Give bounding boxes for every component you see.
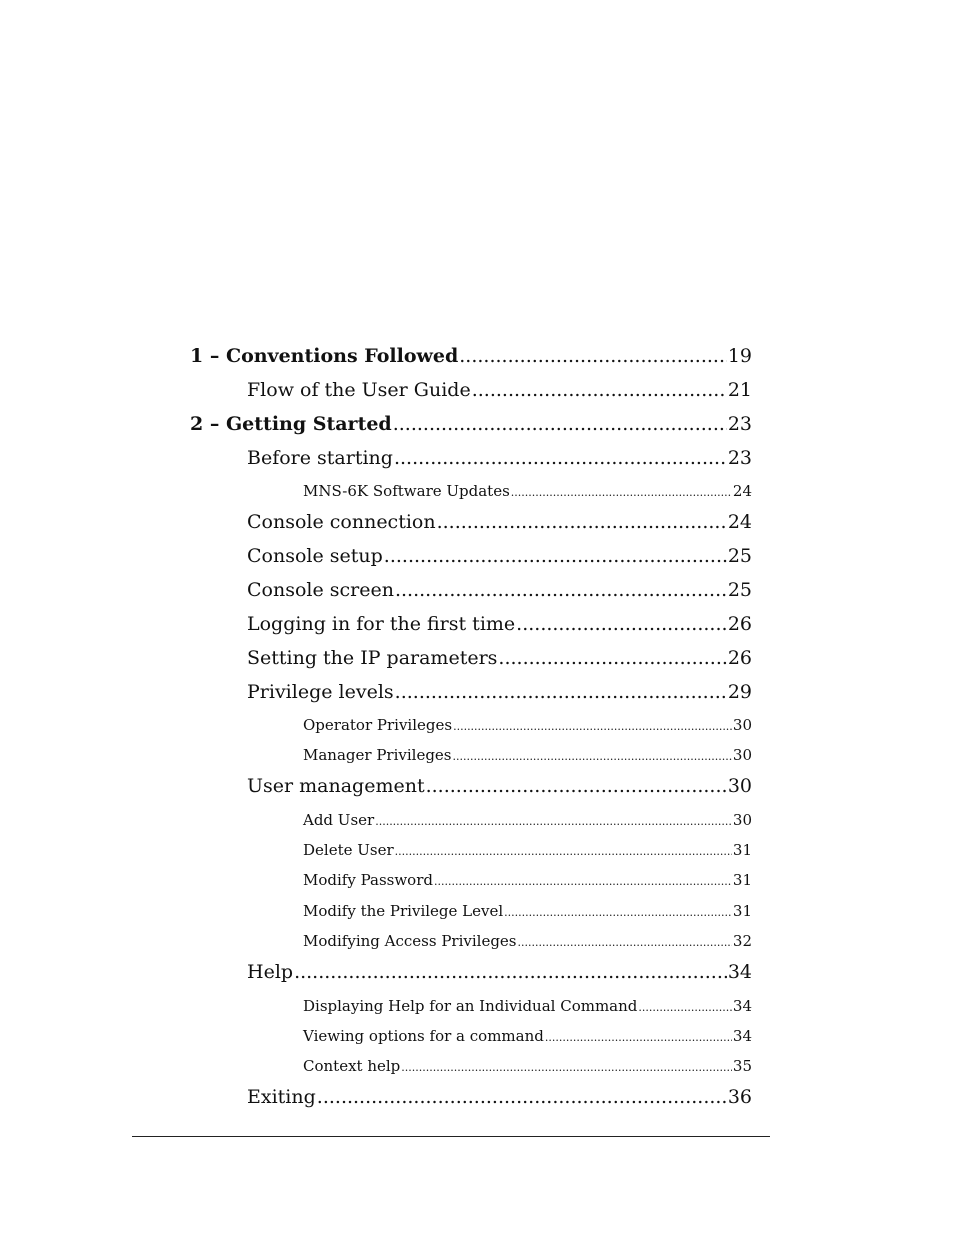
toc-entry-page: 35 xyxy=(732,1057,752,1075)
toc-entry-privilege-levels[interactable] xyxy=(247,683,752,702)
toc-entry-delete-user[interactable] xyxy=(303,843,752,858)
toc-entry-getting-started[interactable] xyxy=(190,415,752,434)
toc-entry-page: 30 xyxy=(727,775,752,797)
dot-leader xyxy=(401,1062,732,1073)
toc-entry-page: 34 xyxy=(732,1027,752,1045)
dot-leader xyxy=(393,415,727,434)
toc-entry-console-setup[interactable] xyxy=(247,547,752,566)
dot-leader xyxy=(384,547,727,566)
footer-divider xyxy=(132,1136,770,1137)
dot-leader xyxy=(453,751,732,762)
dot-leader xyxy=(516,615,727,634)
dot-leader xyxy=(375,816,732,827)
toc-entry-page: 31 xyxy=(732,841,752,859)
dot-leader xyxy=(472,381,727,400)
toc-entry-software-updates[interactable] xyxy=(303,484,752,499)
toc-entry-title: 2 – Getting Started xyxy=(190,413,392,435)
toc-entry-title: Operator Privileges xyxy=(303,716,453,734)
dot-leader xyxy=(504,907,732,918)
toc-entry-user-management[interactable] xyxy=(247,777,752,796)
toc-entry-page: 26 xyxy=(727,647,752,669)
toc-entry-page: 21 xyxy=(727,379,752,401)
toc-entry-title: Manager Privileges xyxy=(303,746,452,764)
toc-entry-page: 26 xyxy=(727,613,752,635)
toc-entry-ip-parameters[interactable] xyxy=(247,649,752,668)
toc-entry-manager-privileges[interactable] xyxy=(303,748,752,763)
toc-entry-page: 34 xyxy=(727,961,752,983)
dot-leader xyxy=(437,513,727,532)
dot-leader xyxy=(426,777,727,796)
dot-leader xyxy=(394,449,727,468)
toc-entry-page: 19 xyxy=(727,345,752,367)
toc-entry-title: Console setup xyxy=(247,545,383,567)
dot-leader xyxy=(518,937,732,948)
toc-entry-viewing-options[interactable] xyxy=(303,1029,752,1044)
toc-entry-page: 23 xyxy=(727,413,752,435)
dot-leader xyxy=(498,649,726,668)
toc-entry-title: Exiting xyxy=(247,1086,316,1108)
toc-entry-title: Flow of the User Guide xyxy=(247,379,471,401)
toc-entry-title: Add User xyxy=(303,811,375,829)
dot-leader xyxy=(453,721,732,732)
dot-leader xyxy=(638,1002,732,1013)
toc-entry-modify-privilege-level[interactable] xyxy=(303,904,752,919)
toc-entry-page: 34 xyxy=(732,997,752,1015)
dot-leader xyxy=(395,581,727,600)
toc-entry-title: Modifying Access Privileges xyxy=(303,932,517,950)
toc-entry-operator-privileges[interactable] xyxy=(303,718,752,733)
toc-entry-title: Logging in for the first time xyxy=(247,613,516,635)
toc-entry-console-screen[interactable] xyxy=(247,581,752,600)
toc-entry-title: 1 – Conventions Followed xyxy=(190,345,459,367)
toc-entry-console-connection[interactable] xyxy=(247,513,752,532)
toc-entry-title: Before starting xyxy=(247,447,393,469)
toc-entry-page: 29 xyxy=(727,681,752,703)
toc-entry-page: 24 xyxy=(727,511,752,533)
toc-entry-title: Setting the IP parameters xyxy=(247,647,498,669)
toc-entry-title: Modify the Privilege Level xyxy=(303,902,504,920)
toc-entry-page: 25 xyxy=(727,579,752,601)
toc-entry-title: User management xyxy=(247,775,425,797)
toc-entry-modify-password[interactable] xyxy=(303,873,752,888)
toc-entry-page: 36 xyxy=(727,1086,752,1108)
toc-entry-title: Privilege levels xyxy=(247,681,394,703)
dot-leader xyxy=(545,1032,732,1043)
toc-entry-title: Console connection xyxy=(247,511,436,533)
toc-entry-title: Displaying Help for an Individual Command xyxy=(303,997,638,1015)
toc-entry-page: 25 xyxy=(727,545,752,567)
toc-entry-title: Modify Password xyxy=(303,871,433,889)
toc-entry-title: Context help xyxy=(303,1057,401,1075)
toc-entry-title: Viewing options for a command xyxy=(303,1027,544,1045)
toc-entry-page: 30 xyxy=(732,746,752,764)
toc-entry-context-help[interactable] xyxy=(303,1059,752,1074)
dot-leader xyxy=(317,1088,727,1107)
dot-leader xyxy=(395,683,727,702)
toc-entry-page: 24 xyxy=(732,482,752,500)
toc-entry-conventions-followed[interactable] xyxy=(190,347,752,366)
toc-entry-title: Help xyxy=(247,961,294,983)
toc-entry-page: 31 xyxy=(732,871,752,889)
toc-entry-modifying-access-privileges[interactable] xyxy=(303,934,752,949)
toc-entry-flow-of-user-guide[interactable] xyxy=(247,381,752,400)
toc-entry-logging-in[interactable] xyxy=(247,615,752,634)
toc-entry-page: 30 xyxy=(732,716,752,734)
toc-entry-title: Delete User xyxy=(303,841,394,859)
toc-entry-page: 32 xyxy=(732,932,752,950)
toc-entry-title: MNS-6K Software Updates xyxy=(303,482,510,500)
toc-entry-exiting[interactable] xyxy=(247,1088,752,1107)
dot-leader xyxy=(434,876,732,887)
toc-entry-page: 31 xyxy=(732,902,752,920)
toc-entry-page: 23 xyxy=(727,447,752,469)
toc-entry-title: Console screen xyxy=(247,579,394,601)
dot-leader xyxy=(395,846,732,857)
toc-entry-page: 30 xyxy=(732,811,752,829)
toc-entry-help[interactable] xyxy=(247,963,752,982)
toc-entry-help-individual-command[interactable] xyxy=(303,999,752,1014)
toc-entry-before-starting[interactable] xyxy=(247,449,752,468)
dot-leader xyxy=(294,963,727,982)
dot-leader xyxy=(459,347,727,366)
dot-leader xyxy=(511,487,732,498)
toc-entry-add-user[interactable] xyxy=(303,813,752,828)
